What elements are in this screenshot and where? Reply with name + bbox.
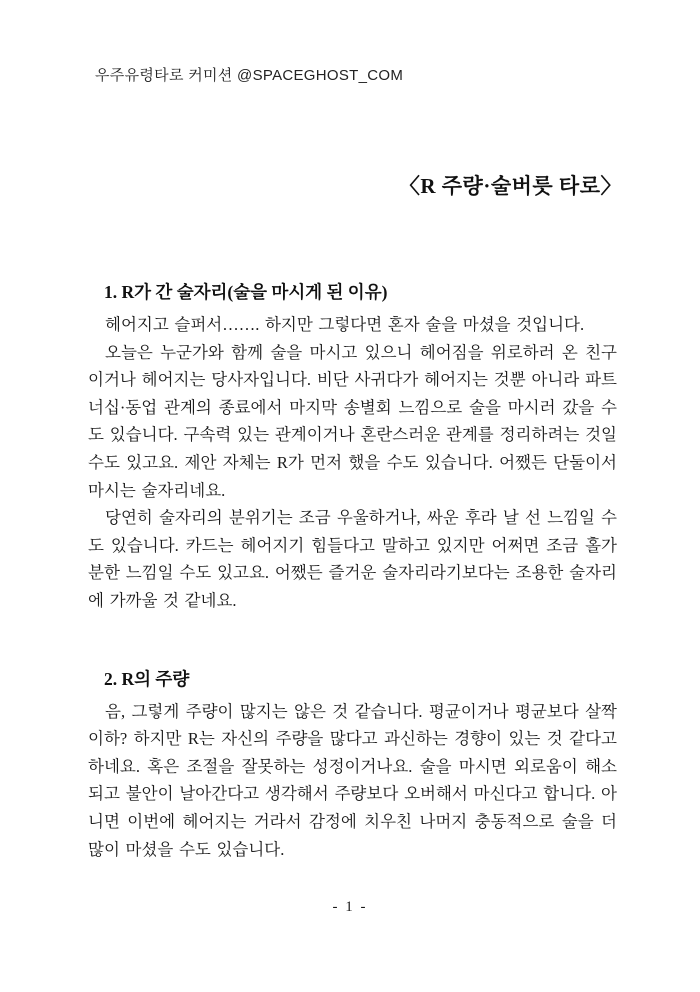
- section-2-heading: 2. R의 주량: [104, 668, 190, 689]
- section-1-paragraph-3: 당연히 술자리의 분위기는 조금 우울하거나, 싸운 후라 날 선 느낌일 수도 있습니다. 카드는 헤어지기 힘들다고 말하고 있지만 어쩌면 조금 홀가분한 느낌일 수도 있고요. 어쨌든 즐거운 술자리라기보다는 조용한 술자리에 가까울 것 같네요.: [88, 508, 617, 610]
- section-alcohol-tolerance: [88, 667, 617, 864]
- section-1-paragraph-2: 오늘은 누군가와 함께 술을 마시고 있으니 헤어짐을 위로하러 온 친구이거나 헤어지는 당사자입니다. 비단 사귀다가 헤어지는 것뿐 아니라 파트너십·동업 관계의 종료에서 마지막 송별회 느낌으로 술을 마시러 갔을 수도 있습니다. 구속력 있는 관계이거나 혼란스러운 관계를 정리하려는 것일 수도 있고요. 제안 자체는 R가 먼저 했을 수도 있습니다. 어쨌든 단둘이서 마시는 술자리네요.: [88, 342, 617, 500]
- section-1-heading: 1. R가 간 술자리(술을 마시게 된 이유): [104, 282, 388, 302]
- section-2-paragraph-1: 음, 그렇게 주량이 많지는 않은 것 같습니다. 평균이거나 평균보다 살짝 이하? 하지만 R는 자신의 주량을 많다고 과신하는 경향이 있는 것 같다고 하네요. 혹은 조절을 잘못하는 성정이거나요. 술을 마시면 외로움이 해소되고 불안이 날아간다고 생각해서 주량보다 오버해서 마신다고 합니다. 아니면 이번에 헤어지는 거라서 감정에 치우친 나머지 충동적으로 술을 더 많이 마셨을 수도 있습니다.: [88, 701, 617, 859]
- section-1-paragraph-1: 헤어지고 슬퍼서……. 하지만 그렇다면 혼자 술을 마셨을 것입니다.: [105, 315, 585, 334]
- document-title: 〈R 주량·술버릇 타로〉: [398, 174, 622, 198]
- document-body: [88, 280, 617, 863]
- section-drinking-reason: [88, 280, 617, 615]
- commission-watermark: 우주유령타로 커미션 @SPACEGHOST_COM: [95, 67, 404, 84]
- page-number: - 1 -: [332, 899, 368, 915]
